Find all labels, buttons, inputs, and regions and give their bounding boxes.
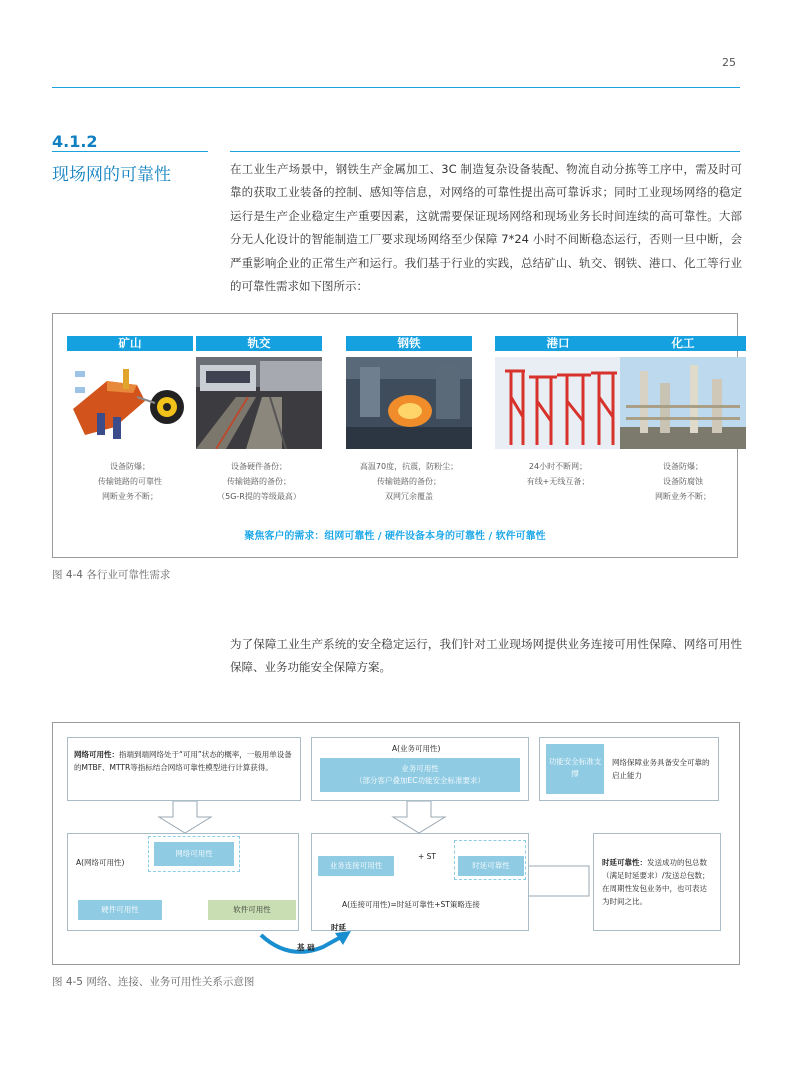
functional-safety-box xyxy=(539,737,719,801)
mining-machine-image xyxy=(67,357,193,449)
network-availability-label: 网络可用性 xyxy=(154,842,234,866)
industry-port xyxy=(495,336,621,489)
rail-train-image xyxy=(196,357,322,449)
industry-reliability-figure xyxy=(52,313,738,558)
plus-st-label: + ST xyxy=(418,852,437,861)
section-rule xyxy=(52,151,208,152)
definition-term: 时延可靠性： xyxy=(602,858,647,867)
network-availability-title: A(网络可用性) xyxy=(76,858,125,867)
industry-name: 港口 xyxy=(495,336,621,351)
delay-reliability-definition xyxy=(593,833,721,931)
network-availability-definition xyxy=(67,737,301,801)
definition-text: 指端到端网络处于“可用”状态的概率，一般用单设备的MTBF、MTTR等指标结合网络可靠性模型进行计算获得。 xyxy=(74,750,292,772)
availability-relation-diagram xyxy=(52,722,740,965)
delay-reliability-label: 时延可靠性 xyxy=(458,856,524,876)
industry-chemical xyxy=(620,336,746,504)
steel-furnace-image xyxy=(346,357,472,449)
basis-label: 基 础 xyxy=(297,943,315,952)
connection-availability-label: 业务连接可用性 xyxy=(318,856,394,876)
industry-requirements: 24小时不断网； 有线+无线互备； xyxy=(526,462,590,486)
industry-name: 化工 xyxy=(620,336,746,351)
header-rule xyxy=(52,87,740,88)
hardware-availability-label: 硬件可用性 xyxy=(78,900,162,920)
figure-caption: 图 4-5 网络、连接、业务可用性关系示意图 xyxy=(52,976,255,988)
industry-mining xyxy=(67,336,193,504)
figure-caption: 图 4-4 各行业可靠性需求 xyxy=(52,569,171,581)
page-number: 25 xyxy=(722,56,736,69)
definition-text: 发送成功的包总数（满足时延要求）/发送总包数；在周期性发包业务中，也可表达为时间之比。 xyxy=(602,858,710,906)
industry-name: 轨交 xyxy=(196,336,322,351)
service-availability-fill xyxy=(320,758,520,792)
solution-paragraph: 为了保障工业生产系统的安全稳定运行，我们针对工业现场网提供业务连接可用性保障、网络可用性保障、业务功能安全保障方案。 xyxy=(230,637,742,675)
connection-formula: A(连接可用性)=时延可靠性+ST策略连接 xyxy=(342,900,480,909)
industry-requirements: 设备防爆； 设备防腐蚀 网断业务不断； xyxy=(655,462,711,501)
service-availability-label: 业务可用性 xyxy=(401,764,439,773)
section-title: 现场网的可靠性 xyxy=(52,165,171,185)
delay-label: 时延 xyxy=(331,923,346,932)
safety-standard-label: 功能安全标准支撑 xyxy=(546,744,604,794)
definition-term: 网络可用性： xyxy=(74,750,119,759)
service-availability-title: A(业务可用性) xyxy=(392,744,441,753)
customer-focus-text: 聚焦客户的需求：组网可靠性 / 硬件设备本身的可靠性 / 软件可靠性 xyxy=(244,531,546,542)
industry-name: 钢铁 xyxy=(346,336,472,351)
network-availability-box xyxy=(67,833,299,931)
port-cranes-image xyxy=(495,357,621,449)
intro-paragraph: 在工业生产场景中，钢铁生产金属加工、3C 制造复杂设备装配、物流自动分拣等工序中，需及时可靠的获取工业装备的控制、感知等信息，对网络的可靠性提出高可靠诉求；同时工业现场网络的稳定运行是生产企业稳定生产重要因素，这就需要保证现场网络和现场业务长时间连续的高可靠性。大部分无人化设计的智能制造工厂要求现场网络至少保障 7*24 小时不间断稳态运行，否则一旦中断，会严重影响企业的正常生产和运行。我们基于行业的实践，总结矿山、轨交、钢铁、港口、化工等行业的可靠性需求如下图所示： xyxy=(230,162,742,294)
section-number: 4.1.2 xyxy=(52,132,98,151)
service-availability-box xyxy=(311,737,529,801)
industry-name: 矿山 xyxy=(67,336,193,351)
software-availability-label: 软件可用性 xyxy=(208,900,296,920)
chemical-plant-image xyxy=(620,357,746,449)
connection-availability-box xyxy=(311,833,529,931)
industry-requirements: 高温70度，抗震，防粉尘； 传输链路的备份； 双网冗余覆盖 xyxy=(359,462,459,501)
safety-description: 网络保障业务具备安全可靠的启止能力 xyxy=(612,758,710,780)
industry-rail xyxy=(196,336,322,504)
body-rule xyxy=(230,151,740,152)
industry-requirements: 设备硬件备份； 传输链路的备份； （5G-R提的等级最高） xyxy=(217,462,301,501)
industry-requirements: 设备防爆； 传输链路的可靠性 网断业务不断； xyxy=(98,462,162,501)
service-availability-note: （部分客户叠加EC功能安全标准要求） xyxy=(355,776,485,785)
industry-steel xyxy=(346,336,472,504)
